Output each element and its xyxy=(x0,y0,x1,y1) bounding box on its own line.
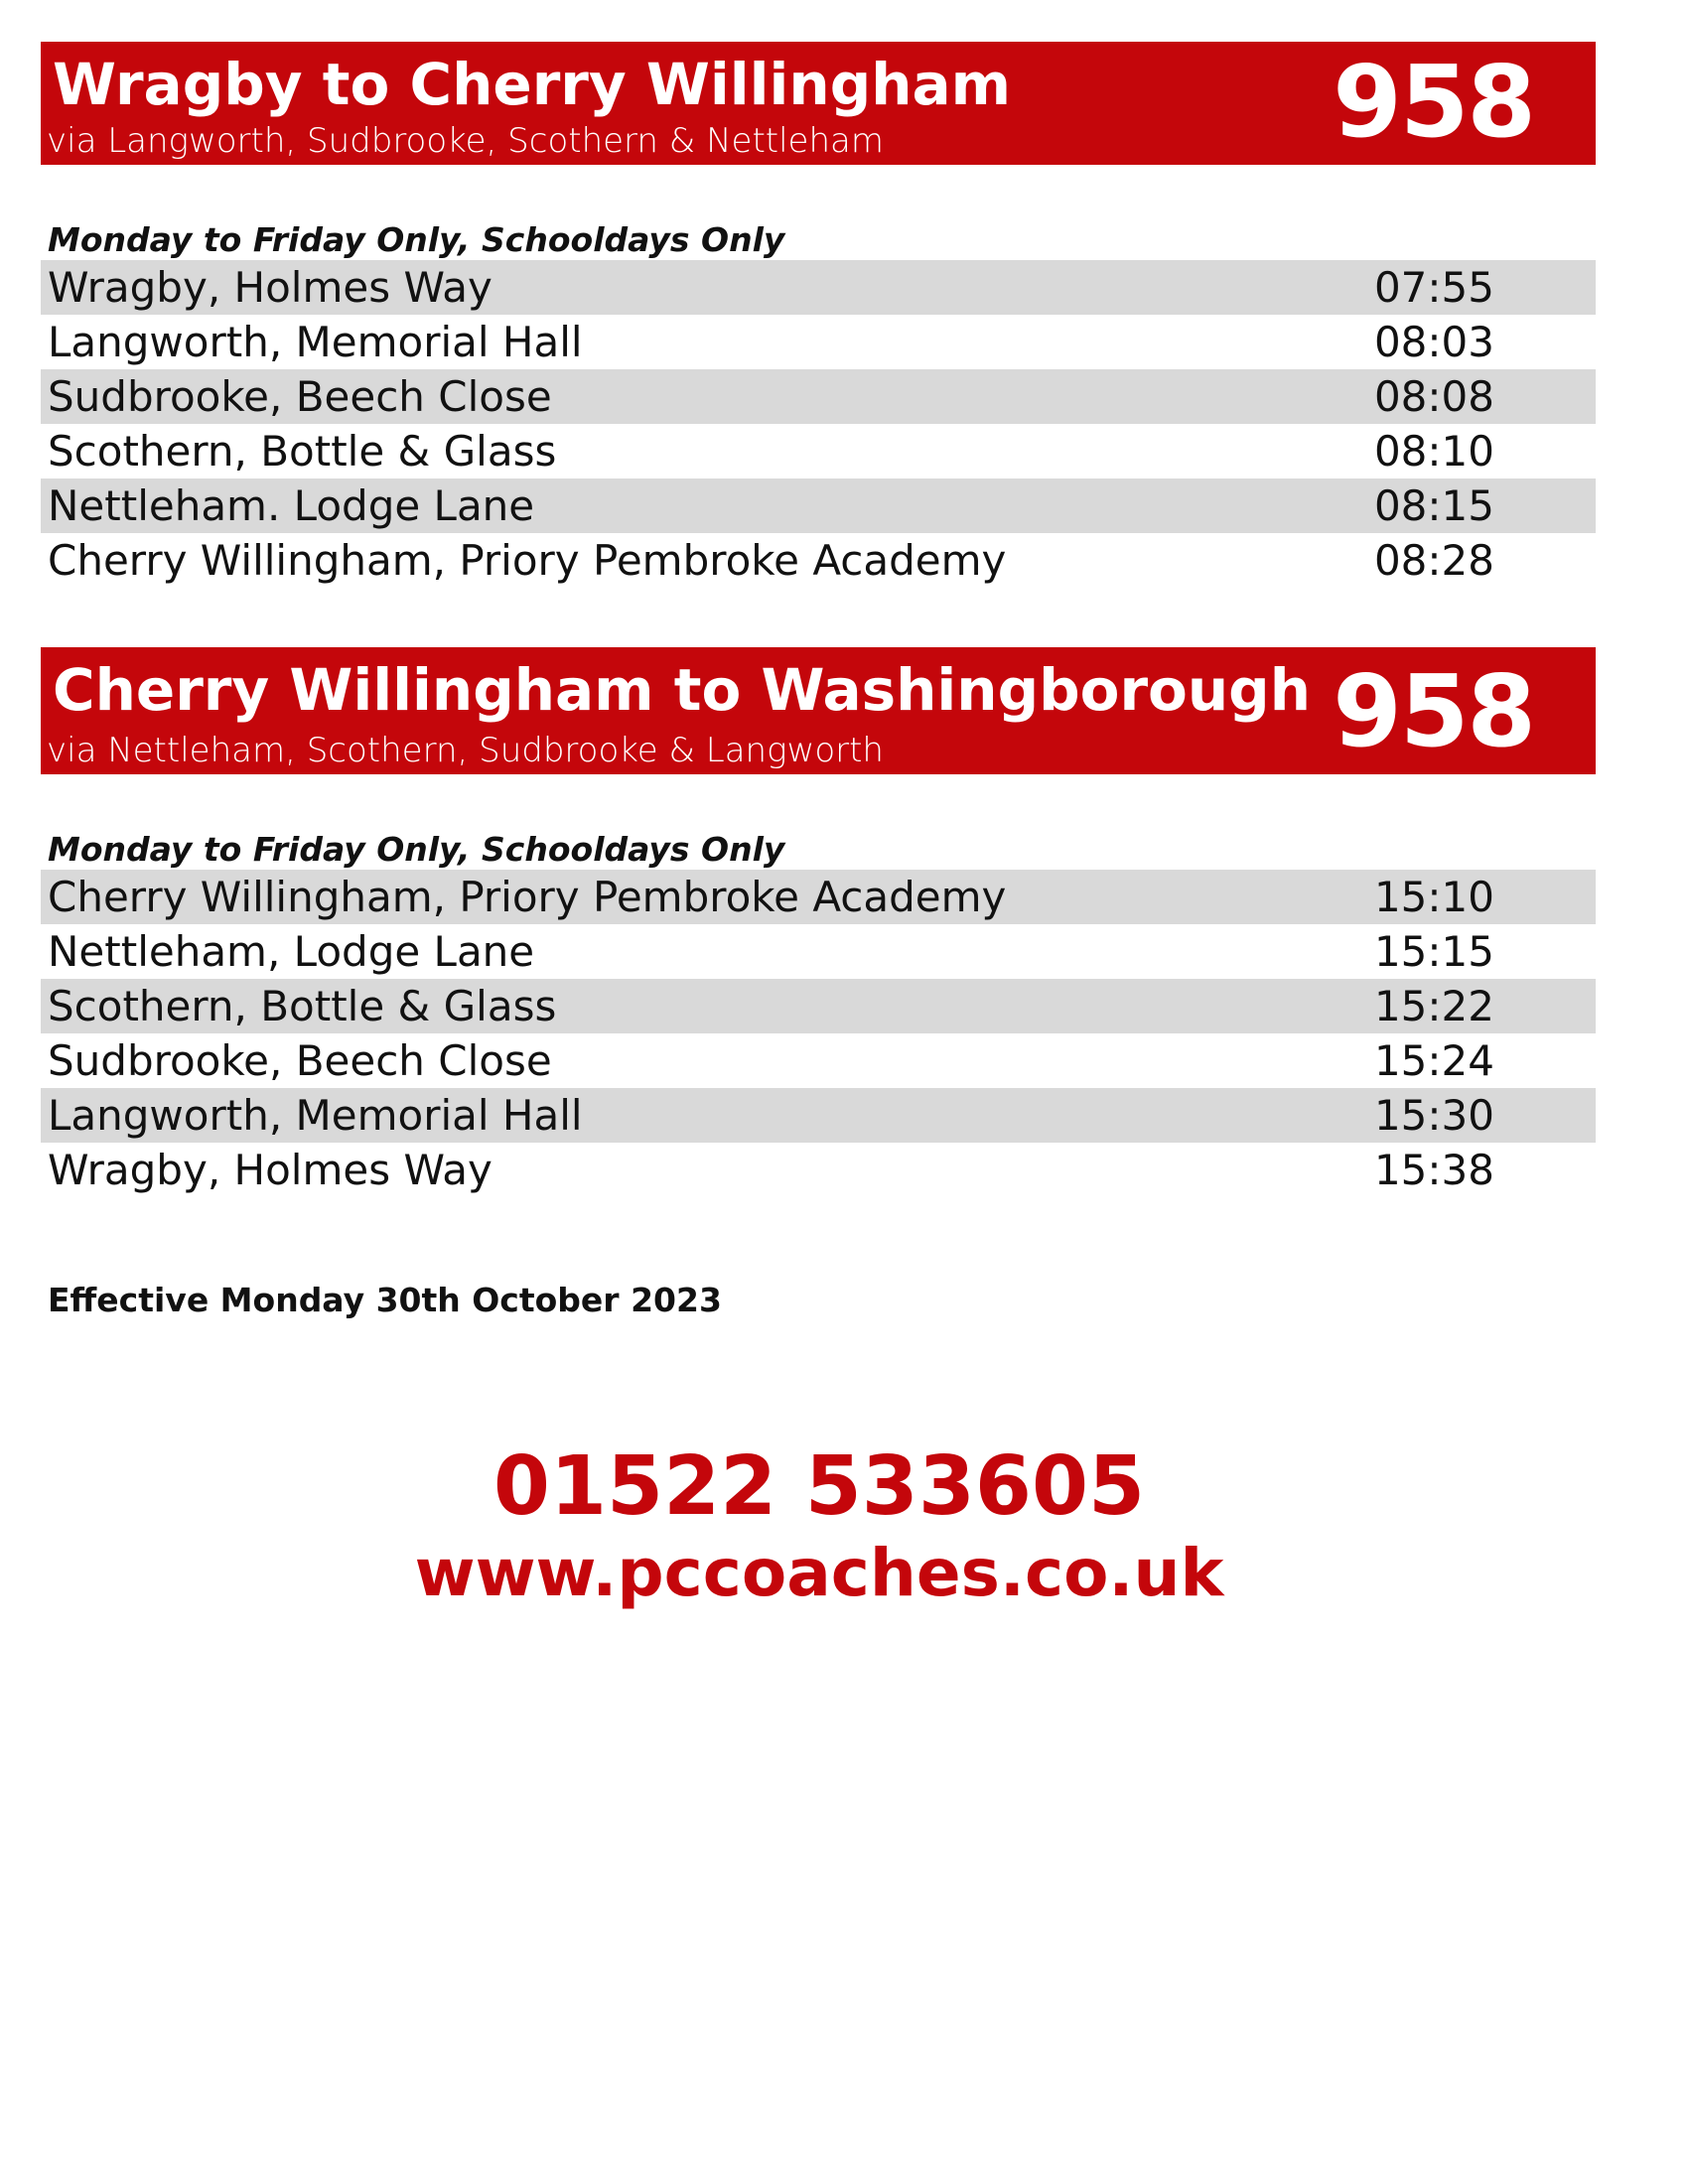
stop-name: Langworth, Memorial Hall xyxy=(48,318,583,366)
stop-row xyxy=(41,478,1596,533)
stop-time: 15:24 xyxy=(1373,1036,1494,1085)
stop-name: Sudbrooke, Beech Close xyxy=(48,372,552,421)
operating-days: Monday to Friday Only, Schooldays Only xyxy=(48,220,785,259)
stop-row xyxy=(41,924,1596,979)
stop-time: 08:28 xyxy=(1373,536,1494,585)
stop-row xyxy=(41,1033,1596,1088)
route-timetable-return xyxy=(41,647,1596,1197)
phone-number[interactable]: 01522 533605 xyxy=(492,1439,1146,1534)
stop-list xyxy=(41,260,1596,588)
stop-time: 15:15 xyxy=(1373,927,1494,976)
stop-time: 15:38 xyxy=(1373,1146,1494,1194)
route-title: Cherry Willingham to Washingborough xyxy=(53,656,1311,724)
stop-time: 08:15 xyxy=(1373,481,1494,530)
stop-name: Cherry Willingham, Priory Pembroke Academy xyxy=(48,536,1007,585)
stop-name: Cherry Willingham, Priory Pembroke Academy xyxy=(48,873,1007,921)
stop-time: 15:30 xyxy=(1373,1091,1494,1140)
stop-time: 08:10 xyxy=(1373,427,1494,476)
route-banner xyxy=(41,647,1596,774)
route-timetable-outbound xyxy=(41,42,1596,588)
route-via: via Langworth, Sudbrooke, Scothern & Nettleham xyxy=(47,121,884,161)
stop-name: Sudbrooke, Beech Close xyxy=(48,1036,552,1085)
route-number: 958 xyxy=(1333,44,1534,160)
stop-name: Scothern, Bottle & Glass xyxy=(48,427,557,476)
route-number: 958 xyxy=(1333,653,1534,769)
stop-row xyxy=(41,260,1596,315)
stop-row xyxy=(41,315,1596,369)
stop-row xyxy=(41,424,1596,478)
stop-time: 07:55 xyxy=(1373,263,1494,312)
stop-row xyxy=(41,870,1596,924)
stop-row xyxy=(41,979,1596,1033)
stop-name: Nettleham, Lodge Lane xyxy=(48,927,535,976)
stop-time: 15:22 xyxy=(1373,982,1494,1030)
stop-row xyxy=(41,369,1596,424)
stop-row xyxy=(41,533,1596,588)
stop-row xyxy=(41,1088,1596,1143)
stop-time: 08:08 xyxy=(1373,372,1494,421)
stop-row xyxy=(41,1143,1596,1197)
stop-name: Langworth, Memorial Hall xyxy=(48,1091,583,1140)
route-banner xyxy=(41,42,1596,165)
operating-days: Monday to Friday Only, Schooldays Only xyxy=(48,830,785,869)
stop-name: Wragby, Holmes Way xyxy=(48,263,492,312)
stop-name: Scothern, Bottle & Glass xyxy=(48,982,557,1030)
website-link[interactable]: www.pccoaches.co.uk xyxy=(414,1535,1224,1611)
effective-date: Effective Monday 30th October 2023 xyxy=(48,1281,722,1319)
route-title: Wragby to Cherry Willingham xyxy=(53,51,1012,118)
stop-time: 15:10 xyxy=(1373,873,1494,921)
stop-list xyxy=(41,870,1596,1197)
route-via: via Nettleham, Scothern, Sudbrooke & Langworth xyxy=(47,731,884,770)
stop-name: Wragby, Holmes Way xyxy=(48,1146,492,1194)
stop-name: Nettleham. Lodge Lane xyxy=(48,481,535,530)
stop-time: 08:03 xyxy=(1373,318,1494,366)
